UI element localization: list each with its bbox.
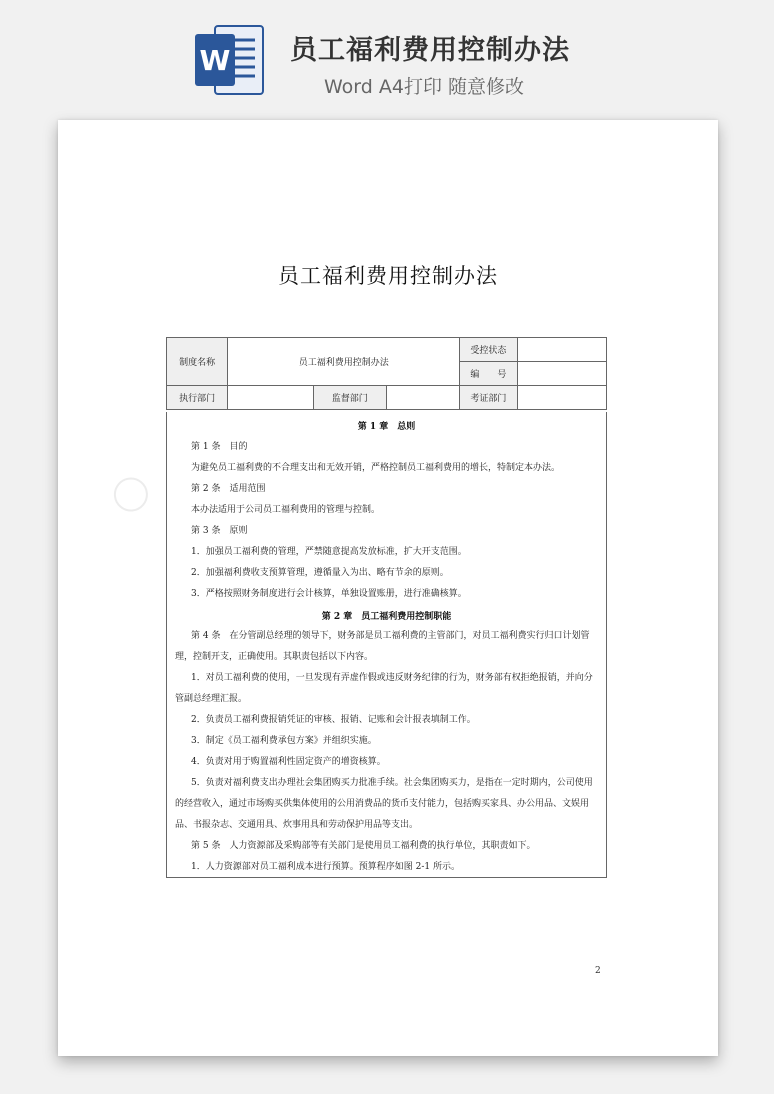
page-number: 2	[595, 966, 601, 976]
meta-audit-value	[517, 386, 606, 410]
meta-name-value: 员工福利费用控制办法	[228, 338, 460, 386]
meta-audit-label: 考证部门	[460, 386, 517, 410]
banner-title: 员工福利费用控制办法	[290, 35, 570, 66]
document-page	[58, 120, 718, 1056]
article-4-item-5-line-3: 品、书报杂志、交通用具、炊事用具和劳动保护用品等支出。	[175, 820, 419, 830]
meta-status-label: 受控状态	[460, 338, 517, 362]
article-4-item-5-line-2: 的经营收入，通过市场购买供集体使用的公用消费品的货币支付能力，包括购买家具、办公用品、文娱用	[175, 799, 590, 809]
word-document-icon	[193, 24, 265, 96]
document-body	[166, 412, 607, 878]
article-4-item-3: 3．制定《员工福利费承包方案》并组织实施。	[191, 736, 377, 746]
watermark	[98, 466, 175, 541]
article-4-item-1-line-2: 管副总经理汇报。	[175, 694, 248, 704]
meta-supervise-label: 监督部门	[313, 386, 386, 410]
meta-number-value	[517, 362, 606, 386]
document-title: 员工福利费用控制办法	[278, 264, 498, 288]
article-5-item-1: 1．人力资源部对员工福利成本进行预算。预算程序如图 2-1 所示。	[191, 862, 460, 872]
article-4-item-1-line-1: 1．对员工福利费的使用，一旦发现有弄虚作假或违反财务纪律的行为，财务部有权拒绝报销，并向分	[191, 673, 593, 683]
article-4-item-2: 2．负责员工福利费报销凭证的审核、报销、记账和会计报表填制工作。	[191, 715, 476, 725]
article-5-text: 第 5 条 人力资源部及采购部等有关部门是使用员工福利费的执行单位，其职责如下。	[191, 841, 536, 851]
chapter-2-heading: 第 2 章 员工福利费用控制职能	[321, 612, 452, 622]
meta-number-label: 编 号	[460, 362, 517, 386]
meta-table	[166, 337, 607, 410]
article-4-item-5-line-1: 5．负责对福利费支出办理社会集团购买力批准手续。社会集团购买力，是指在一定时期内，公司使用	[191, 778, 593, 788]
meta-exec-value	[228, 386, 313, 410]
banner-header	[0, 0, 774, 110]
article-4-item-4: 4．负责对用于购置福利性固定资产的增资核算。	[191, 757, 386, 767]
article-1-text: 为避免员工福利费的不合理支出和无效开销，严格控制员工福利费用的增长，特制定本办法。	[191, 463, 561, 473]
article-3-heading: 第 3 条 原则	[191, 526, 248, 536]
article-4-text-line-1: 第 4 条 在分管副总经理的领导下，财务部是员工福利费的主管部门，对员工福利费实行归口计划管	[191, 631, 590, 641]
chapter-1-heading: 第 1 章 总则	[357, 422, 416, 432]
article-3-item-3: 3．严格按照财务制度进行会计核算，单独设置账册，进行准确核算。	[191, 589, 467, 599]
article-2-text: 本办法适用于公司员工福利费用的管理与控制。	[191, 505, 381, 515]
meta-name-label: 制度名称	[167, 338, 228, 386]
meta-exec-label: 执行部门	[167, 386, 228, 410]
meta-supervise-value	[386, 386, 459, 410]
article-3-item-1: 1．加强员工福利费的管理，严禁随意提高发放标准，扩大开支范围。	[191, 547, 467, 557]
article-2-heading: 第 2 条 适用范围	[191, 484, 266, 494]
article-4-text-line-2: 理，控制开支，正确使用。其职责包括以下内容。	[175, 652, 374, 662]
article-3-item-2: 2．加强福利费收支预算管理，遵循量入为出、略有节余的原则。	[191, 568, 449, 578]
meta-status-value	[517, 338, 606, 362]
banner-subtitle: Word A4打印 随意修改	[324, 76, 525, 98]
article-1-heading: 第 1 条 目的	[191, 442, 248, 452]
word-icon-letter: W	[199, 44, 231, 77]
